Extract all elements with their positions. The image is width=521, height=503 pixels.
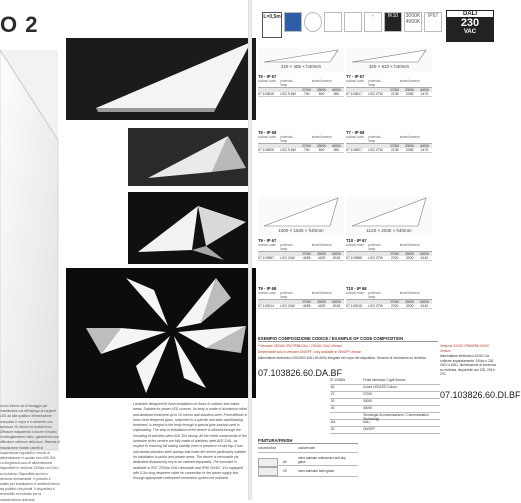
product-lamp: LED 9,6W [280,92,296,96]
lumen-cell: 800 [318,92,325,96]
composition-note-2: Dimmerabile solo in versione ON/OFF / only available in ON/OFF version [258,350,362,354]
product-code: 07.103826 [258,148,275,152]
product-dimension: 320 × 810 × h40mm [368,64,410,69]
ip-rating-icon [424,12,442,32]
cfg-code: .40 [330,406,335,410]
kelvin-icon [404,12,422,32]
ip-rating-label: IP67 [427,13,439,19]
kelvin-cell: 2700K [390,252,400,256]
kelvin-cell: 3000K [316,252,327,256]
finish-code: .AV [282,460,287,464]
product-table-header [258,79,344,88]
product-lamp: LED 27W [368,148,383,152]
voltage-unit: VAC [463,29,477,35]
cfg-code: .30 [330,399,335,403]
lumen-cell: 3300 [405,304,414,308]
spec-icons-row [262,8,500,48]
stop-icon [284,12,302,32]
product-table [346,238,432,261]
page-title: O 2 [0,12,39,37]
lumen-cell: 4655 [302,304,311,308]
ik-rating-label: IK10 [387,13,399,19]
voltage-value: 230 [460,17,480,29]
product-title: T9 - IP 67 [258,238,277,243]
cfg-desc: DALI [363,420,371,424]
product-photo-top [66,38,256,120]
lumen-cell: 2320 [390,304,399,308]
product-diagram [346,48,432,72]
kelvin-cell: 4000K [331,252,342,256]
kelvin-cell: 3000K [404,252,415,256]
product-code: 07.103888 [346,256,363,260]
cfg-desc: 2700K [363,392,373,396]
kelvin-label: 3000K 4000K [405,13,421,25]
lumen-cell: 760 [303,92,310,96]
product-photo-panel [0,50,58,450]
composition-note-3: Alimentatore elettronico 230/240V DALI 50-60Hz integrato nel corpo del dispositivo. Sensore di movimento su richiesta. [258,356,427,360]
lumen-cell: 2475 [420,92,429,96]
lumen-cell: 6140 [420,304,429,308]
product-lamp: LED 24W [280,304,295,308]
lumen-cell: 4918 [332,304,341,308]
angle-icon [344,12,362,32]
table-row [258,256,344,261]
product-diagram [258,196,344,236]
right-column-code: 07.103826.60.DI.BF [440,390,521,400]
col-code: codice/ code [346,291,364,295]
lumen-cell: 800 [318,148,325,152]
table-row [258,467,358,477]
lumen-cell: 4490 [317,256,326,260]
cfg-code: .60 [330,385,335,389]
col-lumens: lumen/lumens [399,79,420,83]
col-lumens: lumen/lumens [311,291,332,295]
table-row [330,378,440,385]
col-lumens: lumen/lumens [311,79,332,83]
lumen-cell: 760 [303,148,310,152]
description-english: Luminaire designed for flush installation on floors in outdoor and indoor areas. Suitable for power LED sources. Its body is made of aluminium rolled and anodised treatment up to 16 micron and stainless steel. Front diffuser in extra clear tempered glass, subjected to a specific anti-stain sandblasting treatment, is integral to the body through a special glue-sealant used in shipbuilding. The step-in installation of the device is allowed through the mounting of stainless steel AISI 304 casing. All the metal components of the luminaire at the service are fully made of stainless steel AISI 316L, as respect to ensuring full lasting stability even in presence of salt fog. It has anti-vandal stainless steel springs that make the device particularly suitable for installation in public and private areas. The device is removable via dedicated disassembly key to be ordered separately. The luminaire is available in IP67 230Vac DALI dimmable and IP68 24VDC. It is equipped with 0,3m long neoprene cable for connection to the power supply line, through appropriate waterproof connection system not included. [133,402,248,481]
finish-col-code: codice/code [298,446,316,450]
kelvin-cell: 4000K [419,300,430,304]
kelvin-cell: 4000K [419,144,430,148]
product-table [346,130,432,153]
kelvin-cell: 3000K [316,88,327,92]
cfg-code: .00 [330,427,335,431]
lamp-icon [304,12,322,32]
product-title: T7 - IP 68 [346,130,365,135]
table-row [346,148,432,153]
col-code: codice/ code [346,79,364,83]
product-table-header [346,291,432,300]
product-photo-detail-2 [128,192,252,264]
lumen-cell: 850 [333,92,340,96]
kelvin-cell: 3000K [316,144,327,148]
product-title: T10 - IP 68 [346,286,367,291]
cfg-desc: 4000K [363,406,373,410]
product-lamp: LED 27W [368,256,383,260]
lumen-cell: 2285 [405,148,414,152]
product-table [258,238,344,261]
product-table [346,74,432,97]
col-code: codice/ code [346,243,364,247]
product-title: T7 - IP 67 [346,74,365,79]
product-diagram [346,196,432,236]
product-code: 07.103915 [346,304,363,308]
product-title: T9 - IP 68 [258,286,277,291]
dali-label: DALI [447,11,493,17]
product-table-header [346,243,432,252]
product-table [258,74,344,97]
cfg-desc: ON/OFF [363,427,376,431]
finish-label: vetro satinato antiscivolo/ anti-slip glass [298,456,346,464]
lumen-cell: 850 [333,148,340,152]
kelvin-cell: 3000K [404,88,415,92]
lumen-cell: 2138 [390,148,399,152]
table-row [258,92,344,97]
lumen-cell: 2475 [420,148,429,152]
cfg-code: 07.103826 [330,378,346,382]
left-page [0,0,250,500]
voltage-badge [446,10,494,42]
product-code: 07.103887 [258,256,275,260]
glass-icon [324,12,342,32]
table-row [346,304,432,309]
lumen-cell: 2320 [390,256,399,260]
col-lumens: lumen/lumens [311,135,332,139]
col-lamp: potenza/ lamp [280,135,293,143]
kelvin-cell: 3000K [316,300,327,304]
cfg-code: .DA [330,420,336,424]
lumen-cell: 6140 [420,256,429,260]
col-lamp: potenza/ lamp [280,291,293,299]
kelvin-cell: 4000K [331,88,342,92]
product-table [258,130,344,153]
cable-length-label: L=0,5m [263,14,281,20]
book-gutter [248,0,252,500]
lumen-cell: 4655 [302,256,311,260]
finish-heading: FINITURA/FINISH [258,438,358,444]
col-lumens: lumen/lumens [399,243,420,247]
finish-swatch [258,458,278,467]
cfg-desc: Colore LED/LED Colour [363,385,397,389]
code-composition-table [330,378,440,438]
ik-rating-icon [384,12,402,32]
product-title: T6 - IP 67 [258,74,277,79]
composition-note-1: **Versione 230VAC IP67/IP68 DALI / 230VAC DALI Version [258,344,343,348]
product-code: 07.103914 [258,304,275,308]
table-row [258,456,358,466]
col-lumens: lumen/lumens [399,291,420,295]
col-lamp: potenza/ lamp [280,79,293,87]
kelvin-cell: 3000K [404,144,415,148]
lumen-cell: 2285 [405,92,414,96]
finish-label: vetro satinato/ satin glass [298,469,334,474]
kelvin-cell: 2700K [302,144,312,148]
right-column-text: Alimentatore elettronico 24VDC da ordinare separatamente. 24Vac o 230-240V a DALI. Illuminazione di sicurezza su richiesta, disponibile con 225, 226 e 270. [440,354,497,376]
lumen-cell: 4490 [317,304,326,308]
col-code: codice/ code [346,135,364,139]
product-code: 07.103817 [346,92,363,96]
col-lamp: potenza/ lamp [368,291,381,299]
product-table-header [258,291,344,300]
product-table [346,286,432,309]
finish-code: .VS [282,469,288,474]
kelvin-cell: 2700K [302,300,312,304]
product-lamp: LED 24W [280,256,295,260]
col-lumens: lumen/lumens [311,243,332,247]
kelvin-cell: 2700K [390,144,400,148]
finish-header [258,446,358,453]
col-code: codice/ code [258,243,276,247]
cfg-desc: 3000K [363,399,373,403]
cfg-code: .27 [330,392,335,396]
product-table-header [346,135,432,144]
lumen-cell: 2138 [390,92,399,96]
chevron-icon: ‹ [364,12,382,32]
kelvin-cell: 4000K [331,144,342,148]
kelvin-cell: 4000K [331,300,342,304]
table-row [330,399,440,406]
col-lamp: potenza/ lamp [368,79,381,87]
col-lamp: potenza/ lamp [368,243,381,251]
finish-table [258,446,358,486]
table-row [346,92,432,97]
table-row [330,413,440,420]
product-table-header [258,243,344,252]
product-code: 07.103827 [346,148,363,152]
product-photo-detail-1 [128,128,252,186]
description-italian: al suo interno ed al fissaggio per installazione sia all'impiego di sorgenti LED ad alta qualità e alimentazione compatta. Il corpo è in alluminio con spessore 16 micron ed acciaio inox. Diffusore trasparente a ridurre il rischio di abbagliamento ottico, garantendo una diffusione uniforme della luce. Sistema di installazione tramite cavetti di sospensione regolabili e rosone di alimentazione in acciaio inox AISI 304. La lunghezza cavo di alimentazione disponibile in versione 230Vac con DALI su richiesta. Disponibile anche in versione dimmerabile. Il prodotto è adatto per installazioni in ambienti interni sia pubblici che privati. Il dispositivo è removibile ed indicato per la manutenzione ordinaria. [0,404,60,502]
product-lamp: LED 9,6W [280,148,296,152]
col-lamp: potenza/ lamp [368,135,381,143]
col-code: codice/ code [258,291,276,295]
product-dimension: 1120 × 2035 × h40mm [366,228,412,233]
kelvin-cell: 2700K [302,88,312,92]
product-dimension: 220 × 455 × h40mm [280,64,322,69]
product-title: T10 - IP 67 [346,238,367,243]
product-table-header [258,135,344,144]
product-lamp: LED 27W [368,92,383,96]
right-column-note: Versione 24VDC IP68/IP68 24VDC Version [440,344,490,353]
cable-length-icon [262,12,282,38]
finish-col-colour: colore/colour [258,446,277,450]
col-lamp: potenza/ lamp [280,243,293,251]
finish-swatch [258,467,278,476]
product-dimension: 1000 × 1625 × h40mm [278,228,324,233]
kelvin-cell: 4000K [419,88,430,92]
kelvin-cell: 3000K [404,300,415,304]
table-row [330,392,440,399]
table-row [258,148,344,153]
col-code: codice/ code [258,135,276,139]
cfg-desc: Fonte luminosa / Light Source [363,378,406,382]
product-title: T6 - IP 68 [258,130,277,135]
table-row [330,427,440,434]
product-photo-installation [66,268,256,398]
product-diagram [258,48,344,72]
example-code: 07.103826.60.DA.BF [258,368,343,378]
kelvin-cell: 2700K [302,252,312,256]
product-table-header [346,79,432,88]
table-row [330,406,440,413]
kelvin-cell: 2700K [390,88,400,92]
lumen-cell: 4918 [332,256,341,260]
kelvin-cell: 4000K [419,252,430,256]
table-row [330,420,440,427]
col-code: codice/ code [258,79,276,83]
product-table [258,286,344,309]
table-row [346,256,432,261]
table-row [330,385,440,392]
cfg-desc: Tecnologia di comunicazione / Communication Technology [363,413,429,421]
product-lamp: LED 27W [368,304,383,308]
lumen-cell: 3300 [405,256,414,260]
table-row [258,304,344,309]
product-code: 07.103816 [258,92,275,96]
kelvin-cell: 2700K [390,300,400,304]
composition-heading: ESEMPIO COMPOSIZIONE CODICE / EXAMPLE OF CODE COMPOSITION [258,336,438,342]
col-lumens: lumen/lumens [399,135,420,139]
